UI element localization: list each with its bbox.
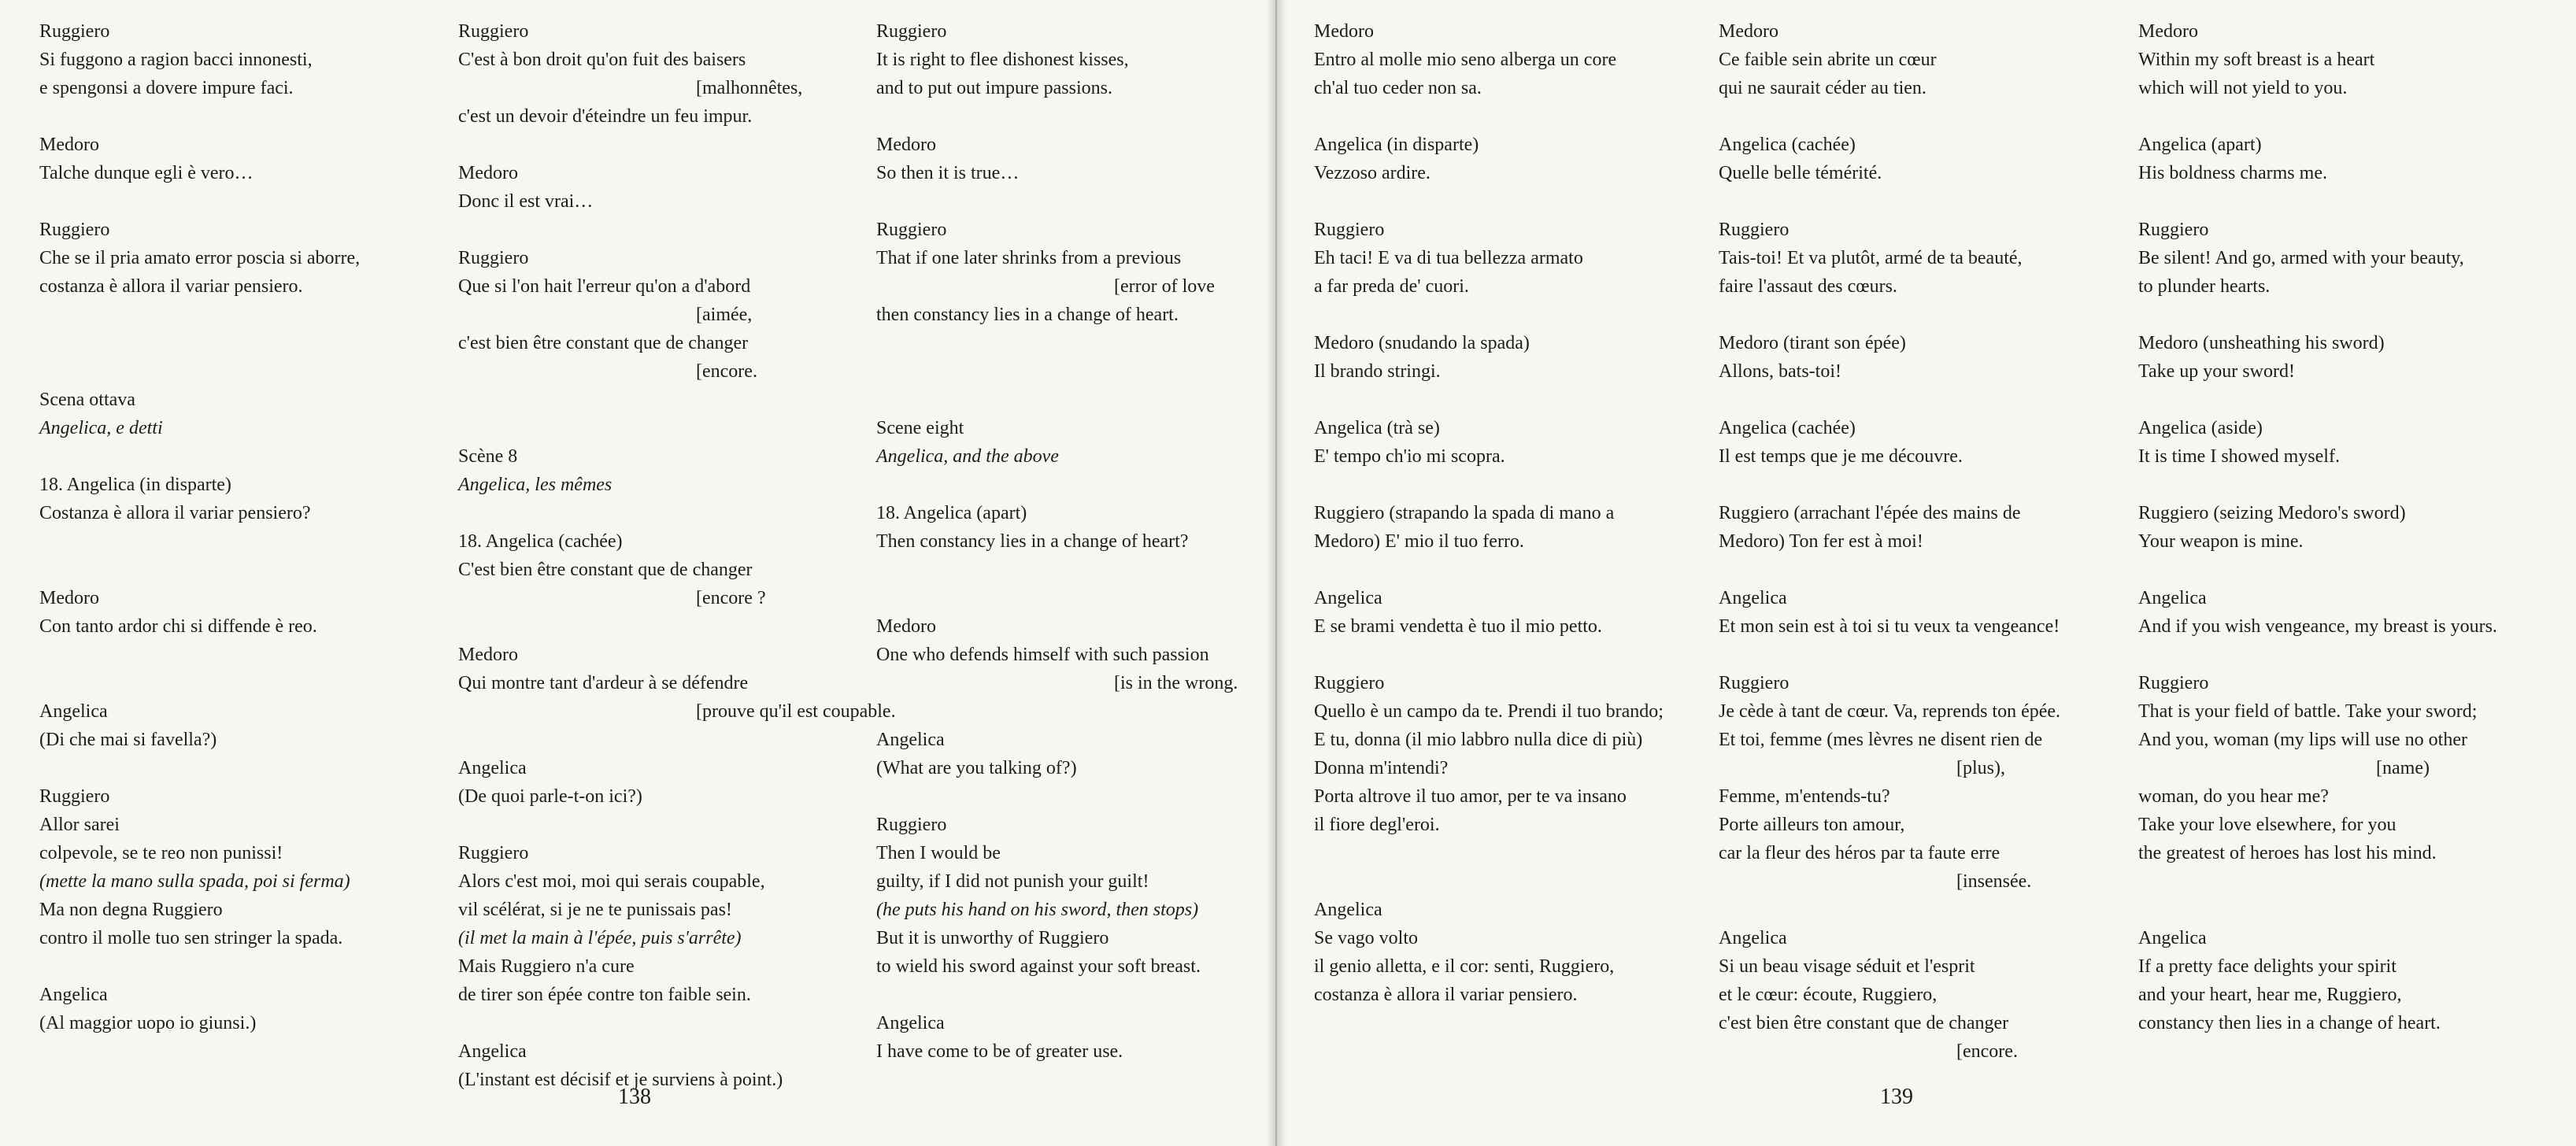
text-line: Costanza è allora il variar pensiero? bbox=[39, 503, 311, 523]
text-line: Alors c'est moi, moi qui serais coupable, bbox=[458, 871, 765, 892]
text-line: Medoro bbox=[2138, 21, 2198, 42]
text-line: Angelica bbox=[876, 730, 945, 750]
text-line: Angelica (trà se) bbox=[1314, 418, 1440, 438]
french-column-right bbox=[1719, 17, 2104, 1066]
line-spacer bbox=[39, 527, 425, 556]
text-line: colpevole, se te reo non punissi! bbox=[39, 843, 283, 863]
text-line: Ruggiero bbox=[2138, 673, 2209, 693]
text-line: [is in the wrong. bbox=[1114, 673, 1238, 693]
text-line: E tu, donna (il mio labbro nulla dice di più) bbox=[1314, 730, 1643, 750]
text-line: Ruggiero bbox=[1719, 220, 1790, 240]
line-spacer bbox=[1314, 641, 1700, 669]
text-line: Porte ailleurs ton amour, bbox=[1719, 815, 1905, 835]
line-spacer bbox=[1314, 471, 1700, 499]
text-line: Scena ottava bbox=[39, 390, 135, 410]
text-line: and to put out impure passions. bbox=[876, 78, 1112, 98]
text-line: Medoro (tirant son épée) bbox=[1719, 333, 1906, 353]
text-line: Then constancy lies in a change of heart? bbox=[876, 531, 1189, 552]
text-line: Et mon sein est à toi si tu veux ta vengeance! bbox=[1719, 616, 2060, 637]
text-line: Medoro) E' mio il tuo ferro. bbox=[1314, 531, 1524, 552]
text-line: [aimée, bbox=[696, 305, 753, 325]
text-line: Angelica, e detti bbox=[39, 418, 163, 438]
text-line: [encore. bbox=[696, 361, 757, 382]
text-line: (he puts his hand on his sword, then stops) bbox=[876, 900, 1199, 920]
left-page bbox=[0, 0, 1275, 1146]
text-line: c'est un devoir d'éteindre un feu impur. bbox=[458, 106, 753, 127]
line-spacer bbox=[876, 102, 1262, 131]
text-line: If a pretty face delights your spirit bbox=[2138, 956, 2396, 977]
line-spacer bbox=[39, 357, 425, 386]
text-line: Angelica (cachée) bbox=[1719, 135, 1856, 155]
line-spacer bbox=[876, 357, 1262, 386]
text-line: to plunder hearts. bbox=[2138, 276, 2271, 297]
text-line: Che se il pria amato error poscia si aborre, bbox=[39, 248, 361, 268]
english-column-right bbox=[2138, 17, 2524, 1037]
text-line: Medoro bbox=[876, 135, 936, 155]
line-spacer bbox=[2138, 102, 2524, 131]
text-line: (mette la mano sulla spada, poi si ferma) bbox=[39, 871, 350, 892]
text-line: Ruggiero (seizing Medoro's sword) bbox=[2138, 503, 2406, 523]
line-spacer bbox=[1719, 556, 2104, 584]
text-line: Angelica (cachée) bbox=[1719, 418, 1856, 438]
text-line: car la fleur des héros par ta faute erre bbox=[1719, 843, 2000, 863]
text-line: (L'instant est décisif et je surviens à point.) bbox=[458, 1070, 783, 1090]
text-line: [name) bbox=[2376, 758, 2430, 778]
line-spacer bbox=[876, 471, 1262, 499]
text-line: [encore ? bbox=[696, 588, 766, 608]
text-line: Je cède à tant de cœur. Va, reprends ton épée. bbox=[1719, 701, 2061, 722]
text-line: Con tanto ardor chi si diffende è reo. bbox=[39, 616, 317, 637]
text-line: Allons, bats-toi! bbox=[1719, 361, 1841, 382]
line-spacer bbox=[458, 131, 844, 159]
text-line: Angelica bbox=[1314, 900, 1382, 920]
line-spacer bbox=[2138, 641, 2524, 669]
text-line: Se vago volto bbox=[1314, 928, 1418, 948]
line-spacer bbox=[39, 952, 425, 981]
text-line: It is right to flee dishonest kisses, bbox=[876, 50, 1129, 70]
text-line: Ce faible sein abrite un cœur bbox=[1719, 50, 1937, 70]
line-spacer bbox=[2138, 386, 2524, 414]
line-spacer bbox=[876, 556, 1262, 584]
text-line: guilty, if I did not punish your guilt! bbox=[876, 871, 1149, 892]
text-line: But it is unworthy of Ruggiero bbox=[876, 928, 1109, 948]
text-line: then constancy lies in a change of heart. bbox=[876, 305, 1179, 325]
text-line: Quello è un campo da te. Prendi il tuo brando; bbox=[1314, 701, 1664, 722]
text-line: Ruggiero bbox=[458, 248, 529, 268]
line-spacer bbox=[39, 669, 425, 697]
text-line: Femme, m'entends-tu? bbox=[1719, 786, 1890, 807]
text-line: Il brando stringi. bbox=[1314, 361, 1441, 382]
line-spacer bbox=[1719, 896, 2104, 924]
text-line: Ruggiero bbox=[39, 21, 110, 42]
text-line: Angelica bbox=[1719, 588, 1787, 608]
text-line: Et toi, femme (mes lèvres ne disent rien de bbox=[1719, 730, 2043, 750]
line-spacer bbox=[2138, 301, 2524, 329]
text-line: Angelica bbox=[1719, 928, 1787, 948]
line-spacer bbox=[876, 329, 1262, 357]
text-line: qui ne saurait céder au tien. bbox=[1719, 78, 1926, 98]
text-line: C'est à bon droit qu'on fuit des baisers bbox=[458, 50, 746, 70]
text-line: Take your love elsewhere, for you bbox=[2138, 815, 2396, 835]
text-line: And you, woman (my lips will use no other bbox=[2138, 730, 2467, 750]
text-line: il fiore degl'eroi. bbox=[1314, 815, 1440, 835]
text-line: Medoro bbox=[458, 645, 518, 665]
line-spacer bbox=[876, 386, 1262, 414]
text-line: a far preda de' cuori. bbox=[1314, 276, 1469, 297]
text-line: Eh taci! E va di tua bellezza armato bbox=[1314, 248, 1583, 268]
text-line: Talche dunque egli è vero… bbox=[39, 163, 254, 183]
text-line: et le cœur: écoute, Ruggiero, bbox=[1719, 985, 1938, 1005]
text-line: Si un beau visage séduit et l'esprit bbox=[1719, 956, 1975, 977]
line-spacer bbox=[39, 301, 425, 329]
line-spacer bbox=[1314, 867, 1700, 896]
line-spacer bbox=[39, 329, 425, 357]
line-spacer bbox=[1719, 386, 2104, 414]
text-line: Angelica bbox=[39, 985, 108, 1005]
text-line: Be silent! And go, armed with your beauty, bbox=[2138, 248, 2464, 268]
line-spacer bbox=[1719, 301, 2104, 329]
text-line: Your weapon is mine. bbox=[2138, 531, 2304, 552]
text-line: Ruggiero bbox=[458, 843, 529, 863]
text-line: Ma non degna Ruggiero bbox=[39, 900, 223, 920]
text-line: (De quoi parle-t-on ici?) bbox=[458, 786, 642, 807]
text-line: Ruggiero bbox=[458, 21, 529, 42]
text-line: C'est bien être constant que de changer bbox=[458, 560, 753, 580]
line-spacer bbox=[1314, 386, 1700, 414]
text-line: Medoro) Ton fer est à moi! bbox=[1719, 531, 1923, 552]
text-line: Tais-toi! Et va plutôt, armé de ta beauté, bbox=[1719, 248, 2023, 268]
text-line: woman, do you hear me? bbox=[2138, 786, 2329, 807]
text-line: Ruggiero bbox=[1314, 673, 1385, 693]
line-spacer bbox=[2138, 556, 2524, 584]
text-line: Allor sarei bbox=[39, 815, 120, 835]
text-line: Medoro bbox=[458, 163, 518, 183]
text-line: costanza è allora il variar pensiero. bbox=[39, 276, 303, 297]
line-spacer bbox=[1314, 102, 1700, 131]
text-line: So then it is true… bbox=[876, 163, 1020, 183]
text-line: Il est temps que je me découvre. bbox=[1719, 446, 1963, 467]
text-line: Quelle belle témérité. bbox=[1719, 163, 1882, 183]
text-line: Si fuggono a ragion bacci innonesti, bbox=[39, 50, 313, 70]
text-line: ch'al tuo ceder non sa. bbox=[1314, 78, 1482, 98]
text-line: contro il molle tuo sen stringer la spada. bbox=[39, 928, 343, 948]
text-line: [malhonnêtes, bbox=[696, 78, 803, 98]
text-line: It is time I showed myself. bbox=[2138, 446, 2340, 467]
text-line: Medoro (unsheathing his sword) bbox=[2138, 333, 2385, 353]
line-spacer bbox=[458, 386, 844, 414]
text-line: Donc il est vrai… bbox=[458, 191, 594, 212]
line-spacer bbox=[39, 187, 425, 216]
text-line: c'est bien être constant que de changer bbox=[458, 333, 749, 353]
line-spacer bbox=[458, 612, 844, 641]
line-spacer bbox=[1719, 102, 2104, 131]
line-spacer bbox=[458, 1009, 844, 1037]
text-line: His boldness charms me. bbox=[2138, 163, 2327, 183]
text-line: [insensée. bbox=[1956, 871, 2032, 892]
text-line: I have come to be of greater use. bbox=[876, 1041, 1123, 1062]
text-line: Angelica bbox=[458, 1041, 527, 1062]
text-line: vil scélérat, si je ne te punissais pas! bbox=[458, 900, 732, 920]
text-line: Medoro (snudando la spada) bbox=[1314, 333, 1530, 353]
line-spacer bbox=[1719, 187, 2104, 216]
text-line: Porta altrove il tuo amor, per te va insano bbox=[1314, 786, 1627, 807]
text-line: Medoro bbox=[39, 135, 99, 155]
text-line: Angelica bbox=[458, 758, 527, 778]
text-line: That is your field of battle. Take your sword; bbox=[2138, 701, 2478, 722]
page-number-right: 139 bbox=[1880, 1085, 1913, 1109]
line-spacer bbox=[2138, 471, 2524, 499]
line-spacer bbox=[39, 754, 425, 782]
text-line: Take up your sword! bbox=[2138, 361, 2295, 382]
text-line: [encore. bbox=[1956, 1041, 2018, 1062]
line-spacer bbox=[1314, 556, 1700, 584]
text-line: (Di che mai si favella?) bbox=[39, 730, 217, 750]
line-spacer bbox=[2138, 896, 2524, 924]
line-spacer bbox=[39, 641, 425, 669]
text-line: Within my soft breast is a heart bbox=[2138, 50, 2375, 70]
text-line: One who defends himself with such passion bbox=[876, 645, 1209, 665]
line-spacer bbox=[458, 216, 844, 244]
line-spacer bbox=[458, 499, 844, 527]
text-line: Ruggiero bbox=[1719, 673, 1790, 693]
line-spacer bbox=[876, 782, 1262, 811]
text-line: Angelica bbox=[876, 1013, 945, 1033]
text-line: [prouve qu'il est coupable. bbox=[696, 701, 896, 722]
text-line: E' tempo ch'io mi scopra. bbox=[1314, 446, 1505, 467]
line-spacer bbox=[876, 697, 1262, 726]
text-line: Ruggiero bbox=[876, 220, 947, 240]
text-line: E se brami vendetta è tuo il mio petto. bbox=[1314, 616, 1602, 637]
text-line: Ruggiero bbox=[876, 21, 947, 42]
text-line: 18. Angelica (apart) bbox=[876, 503, 1027, 523]
line-spacer bbox=[39, 442, 425, 471]
line-spacer bbox=[2138, 187, 2524, 216]
text-line: (What are you talking of?) bbox=[876, 758, 1077, 778]
text-line: 18. Angelica (cachée) bbox=[458, 531, 623, 552]
text-line: costanza è allora il variar pensiero. bbox=[1314, 985, 1578, 1005]
italian-column-right bbox=[1314, 17, 1700, 1009]
line-spacer bbox=[458, 414, 844, 442]
text-line: e spengonsi a dovere impure faci. bbox=[39, 78, 294, 98]
text-line: the greatest of heroes has lost his mind. bbox=[2138, 843, 2437, 863]
text-line: 18. Angelica (in disparte) bbox=[39, 475, 231, 495]
text-line: Scene eight bbox=[876, 418, 964, 438]
text-line: faire l'assaut des cœurs. bbox=[1719, 276, 1897, 297]
text-line: constancy then lies in a change of heart. bbox=[2138, 1013, 2441, 1033]
text-line: And if you wish vengeance, my breast is yours. bbox=[2138, 616, 2497, 637]
text-line: Angelica (in disparte) bbox=[1314, 135, 1479, 155]
book-gutter bbox=[1266, 0, 1286, 1146]
text-line: Angelica, and the above bbox=[876, 446, 1059, 467]
text-line: c'est bien être constant que de changer bbox=[1719, 1013, 2009, 1033]
text-line: That if one later shrinks from a previous bbox=[876, 248, 1182, 268]
text-line: Qui montre tant d'ardeur à se défendre bbox=[458, 673, 749, 693]
text-line: Scène 8 bbox=[458, 446, 518, 467]
text-line: Medoro bbox=[39, 588, 99, 608]
italian-column-left bbox=[39, 17, 425, 1037]
text-line: Donna m'intendi? bbox=[1314, 758, 1449, 778]
text-line: and your heart, hear me, Ruggiero, bbox=[2138, 985, 2402, 1005]
line-spacer bbox=[39, 102, 425, 131]
line-spacer bbox=[876, 584, 1262, 612]
english-column-left bbox=[876, 17, 1262, 1066]
text-line: Angelica (apart) bbox=[2138, 135, 2262, 155]
line-spacer bbox=[1314, 187, 1700, 216]
line-spacer bbox=[876, 187, 1262, 216]
text-line: Ruggiero bbox=[1314, 220, 1385, 240]
line-spacer bbox=[876, 981, 1262, 1009]
text-line: (il met la main à l'épée, puis s'arrête) bbox=[458, 928, 742, 948]
right-page bbox=[1275, 0, 2576, 1146]
text-line: [error of love bbox=[1114, 276, 1215, 297]
text-line: Ruggiero (arrachant l'épée des mains de bbox=[1719, 503, 2021, 523]
line-spacer bbox=[1719, 471, 2104, 499]
text-line: Angelica bbox=[39, 701, 108, 722]
text-line: il genio alletta, e il cor: senti, Ruggiero, bbox=[1314, 956, 1615, 977]
text-line: Angelica bbox=[2138, 588, 2207, 608]
text-line: Angelica bbox=[1314, 588, 1382, 608]
page-number-left: 138 bbox=[618, 1085, 651, 1109]
line-spacer bbox=[458, 811, 844, 839]
text-line: Angelica, les mêmes bbox=[458, 475, 613, 495]
text-line: to wield his sword against your soft breast. bbox=[876, 956, 1201, 977]
text-line: [plus), bbox=[1956, 758, 2005, 778]
french-column-left bbox=[458, 17, 896, 1094]
text-line: which will not yield to you. bbox=[2138, 78, 2348, 98]
text-line: Ruggiero bbox=[2138, 220, 2209, 240]
line-spacer bbox=[458, 726, 844, 754]
text-line: (Al maggior uopo io giunsi.) bbox=[39, 1013, 257, 1033]
text-line: Medoro bbox=[1314, 21, 1374, 42]
text-line: Then I would be bbox=[876, 843, 1001, 863]
text-line: Ruggiero bbox=[39, 786, 110, 807]
text-line: Ruggiero (strapando la spada di mano a bbox=[1314, 503, 1615, 523]
line-spacer bbox=[1719, 641, 2104, 669]
text-line: Angelica (aside) bbox=[2138, 418, 2263, 438]
line-spacer bbox=[1314, 839, 1700, 867]
text-line: Entro al molle mio seno alberga un core bbox=[1314, 50, 1617, 70]
text-line: Ruggiero bbox=[39, 220, 110, 240]
text-line: Ruggiero bbox=[876, 815, 947, 835]
text-line: Medoro bbox=[1719, 21, 1778, 42]
text-line: Mais Ruggiero n'a cure bbox=[458, 956, 635, 977]
text-line: Angelica bbox=[2138, 928, 2207, 948]
line-spacer bbox=[2138, 867, 2524, 896]
text-line: Medoro bbox=[876, 616, 936, 637]
text-line: de tirer son épée contre ton faible sein. bbox=[458, 985, 751, 1005]
line-spacer bbox=[1314, 301, 1700, 329]
text-line: Vezzoso ardire. bbox=[1314, 163, 1430, 183]
line-spacer bbox=[39, 556, 425, 584]
text-line: Que si l'on hait l'erreur qu'on a d'abord bbox=[458, 276, 751, 297]
